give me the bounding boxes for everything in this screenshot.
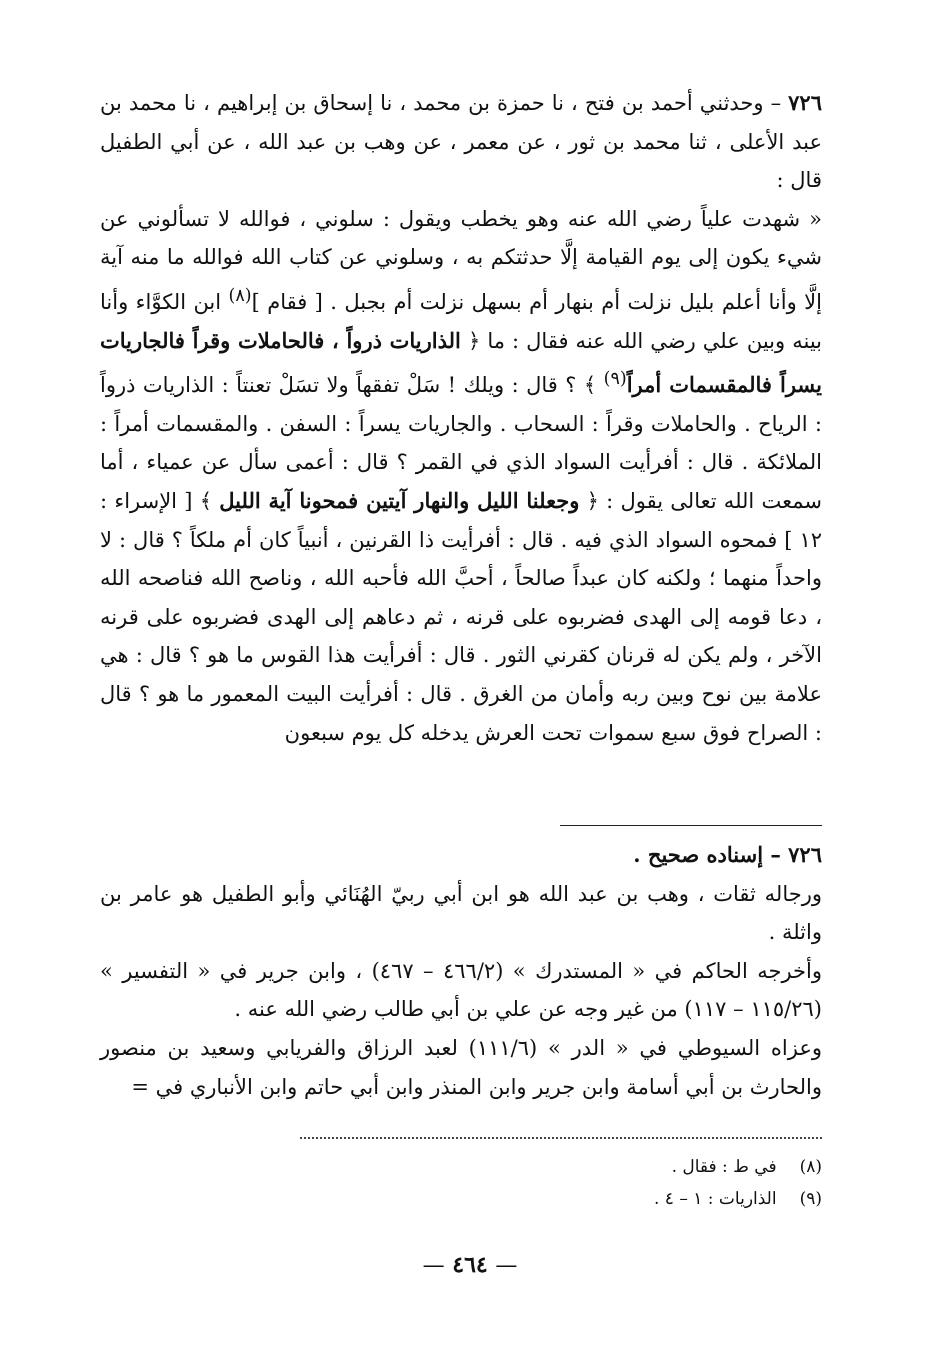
matn-part-4: ﴾ [ الإسراء : ١٢ ] فمحوه السواد الذي فيه . قال : أفرأيت ذا القرنين ، أنبياً كان أم ملكاً ؟ قال : لا واحداً منهما ؛ ولكنه كان عبداً صالحاً ، أحبَّ الله فأحبه الله ، وناصح الله فناصحه الله ، دعا قومه إلى الهدى فضربوه على قرنه ، ثم دعاهم إلى الهدى فضربوه على قرنه الآخر ، ولم يكن له قرنان كقرني الثور . قال : أفرأيت هذا القوس ما هو ؟ قال : هي علامة بين نوح وبين ربه وأمان من الغرق . قال : أفرأيت البيت المعمور ما هو ؟ قال : الصراح فوق سبع سموات تحت العرش يدخله كل يوم سبعون (100, 488, 822, 745)
commentary-heading (100, 836, 822, 875)
commentary-heading-text: – إسناده صحيح . (633, 842, 781, 867)
commentary-para-1: ورجاله ثقات ، وهب بن عبد الله هو ابن أبي ربيّ الهُنَائي وأبو الطفيل هو عامر بن واثلة . (100, 881, 822, 945)
page-number-block (415, 1252, 525, 1278)
section-divider (560, 825, 822, 826)
footnote-9 (654, 1186, 822, 1212)
commentary-heading-number: ٧٢٦ (788, 842, 822, 867)
commentary-para-2: وأخرجه الحاكم في « المستدرك » (٤٦٦/٢ – ٤٦٧) ، وابن جرير في « التفسير » (١١٥/٢٦ – ١١٧) من غير وجه عن علي بن أبي طالب رضي الله عنه . (100, 958, 822, 1022)
matn-part-2: ابن الكوَّاء وأنا بينه وبين علي رضي الله عنه فقال : ما ﴿ (100, 289, 823, 353)
quran-verse-dhariyat: الذاريات ذرواً ، فالحاملات وقراً فالجاريات يسراً فالمقسمات أمراً (100, 327, 822, 398)
matn-part-3: ﴾ ؟ قال : ويلك ! سَلْ تفقهاً ولا تسَلْ تعنتاً : الذاريات ذرواً : الرياح . والحاملات وقراً : السحاب . والجاريات يسراً : السفن . والمقسمات أمراً : الملائكة . قال : أفرأيت السواد الذي في القمر ؟ قال : أعمى سأل عن عمياء ، أما سمعت الله تعالى يقول : ﴿ (100, 373, 822, 513)
quran-verse-isra: وجعلنا الليل والنهار آيتين فمحونا آية الليل (219, 487, 580, 513)
page-number-dash-left: — (422, 1253, 445, 1278)
page-number-dash-right: — (495, 1253, 518, 1278)
footnote-9-text: الذاريات : ١ – ٤ . (653, 1189, 777, 1209)
footnote-ref-9: (٩) (603, 369, 627, 390)
hadith-number: ٧٢٦ (788, 90, 822, 115)
commentary-block (100, 836, 822, 1106)
footnote-ref-8: (٨) (228, 285, 252, 306)
footnote-8 (672, 1154, 822, 1180)
matn-part-1: « شهدت علياً رضي الله عنه وهو يخطب ويقول : سلوني ، فوالله لا تسألوني عن شيء يكون إلى يوم القيامة إلَّا حدثتكم به ، وسلوني عن كتاب الله فوالله ما منه آية إلَّا وأنا أعلم بليل نزلت أم بنهار أم بسهل نزلت أم بجبل . [ فقام ] (100, 206, 822, 314)
hadith-paragraph (100, 84, 822, 200)
footnote-8-text: في ط : فقال . (671, 1157, 777, 1177)
footnote-8-number: (٨) (799, 1157, 822, 1177)
footnote-9-number: (٩) (799, 1189, 822, 1209)
main-text-block (100, 84, 822, 752)
commentary-para-3: وعزاه السيوطي في « الدر » (١١١/٦) لعبد الرزاق والفريابي وسعيد بن منصور والحارث بن أبي أسامة وابن جرير وابن المنذر وابن أبي حاتم وابن الأنباري في = (100, 1035, 822, 1099)
page-number: ٤٦٤ (452, 1252, 488, 1278)
footnote-separator (300, 1137, 822, 1139)
hadith-matn (100, 200, 822, 752)
hadith-isnad: – وحدثني أحمد بن فتح ، نا حمزة بن محمد ، نا إسحاق بن إبراهيم ، نا محمد بن عبد الأعلى ، ثنا محمد بن ثور ، عن معمر ، عن وهب بن عبد الله ، عن أبي الطفيل قال : (100, 91, 822, 193)
